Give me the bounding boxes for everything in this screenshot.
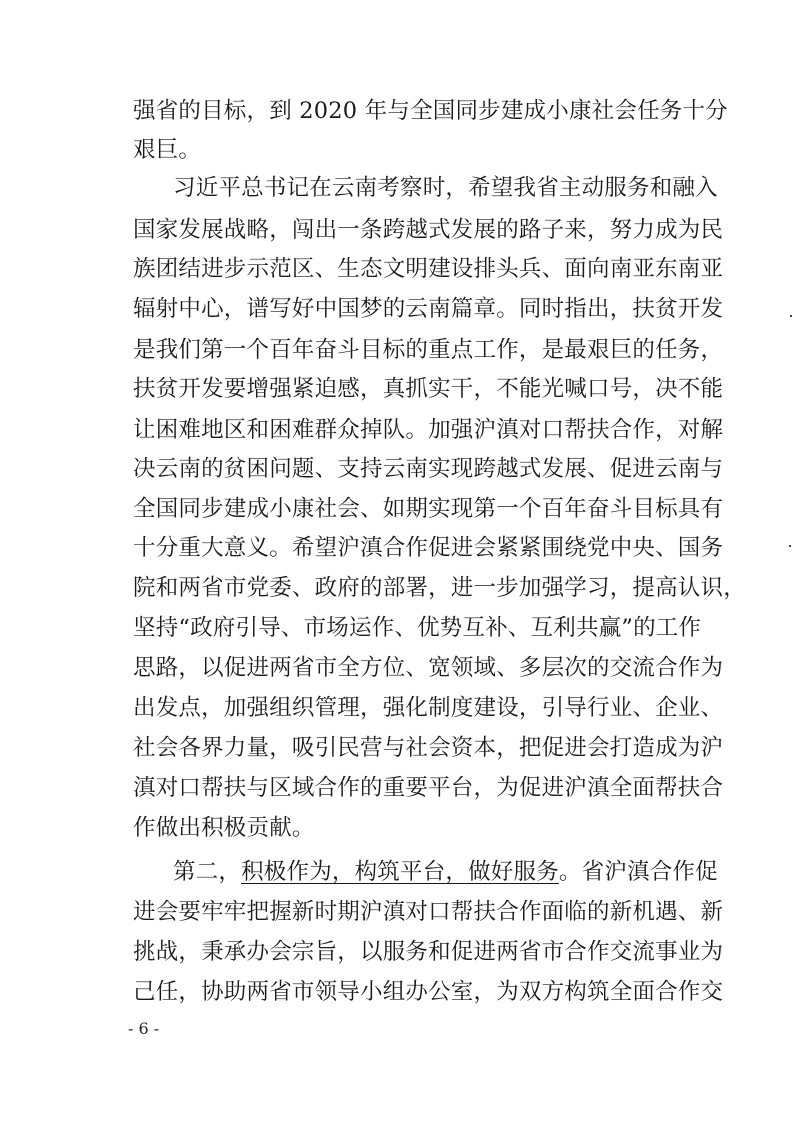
text-line: 艰巨。	[133, 137, 202, 163]
text-line: 是我们第一个百年奋斗目标的重点工作，是最艰巨的任务，	[133, 337, 724, 363]
section-two-heading: 积极作为，构筑平台，做好服务	[241, 859, 559, 885]
text-line: 强省的目标，到 2020 年与全国同步建成小康社会任务十分	[133, 98, 728, 124]
text-line: 思路，以促进两省市全方位、宽领域、多层次的交流合作为	[133, 655, 724, 681]
text-line: 作做出积极贡献。	[133, 815, 315, 841]
scan-speck	[790, 315, 792, 317]
text-line: 社会各界力量，吸引民营与社会资本，把促进会打造成为沪	[133, 735, 724, 761]
text-line: 进会要牢牢把握新时期沪滇对口帮扶合作面临的新机遇、新	[133, 899, 724, 925]
text-line: 滇对口帮扶与区域合作的重要平台，为促进沪滇全面帮扶合	[133, 775, 724, 801]
text-line: 己任，协助两省市领导小组办公室，为双方构筑全面合作交	[133, 979, 724, 1005]
text-line: 全国同步建成小康社会、如期实现第一个百年奋斗目标具有	[133, 496, 724, 522]
page-number: - 6 -	[128, 1019, 160, 1038]
text-line: 决云南的贫困问题、支持云南实现跨越式发展、促进云南与	[133, 456, 724, 482]
text-line: 扶贫开发要增强紧迫感，真抓实干，不能光喊口号，决不能	[133, 376, 724, 402]
text-line: 国家发展战略，闯出一条跨越式发展的路子来，努力成为民	[133, 217, 724, 243]
section-two-prefix: 第二，	[173, 859, 242, 885]
text-line: 十分重大意义。希望沪滇合作促进会紧紧围绕党中央、国务	[133, 535, 724, 561]
text-line: 出发点，加强组织管理，强化制度建设，引导行业、企业、	[133, 695, 724, 721]
text-line: 辐射中心，谱写好中国梦的云南篇章。同时指出，扶贫开发	[133, 296, 724, 322]
scan-speck	[789, 545, 791, 547]
text-line: 让困难地区和困难群众掉队。加强沪滇对口帮扶合作，对解	[133, 417, 724, 443]
text-line: 院和两省市党委、政府的部署，进一步加强学习，提高认识，	[133, 575, 746, 601]
text-line: 族团结进步示范区、生态文明建设排头兵、面向南亚东南亚	[133, 256, 724, 282]
text-line: 坚持“政府引导、市场运作、优势互补、互利共赢”的工作	[133, 615, 702, 641]
text-line: 挑战，秉承办会宗旨，以服务和促进两省市合作交流事业为	[133, 939, 724, 965]
section-two-suffix: 。省沪滇合作促	[558, 859, 718, 885]
paragraph-first-line: 习近平总书记在云南考察时，希望我省主动服务和融入	[173, 175, 718, 201]
section-two-line	[173, 852, 718, 892]
